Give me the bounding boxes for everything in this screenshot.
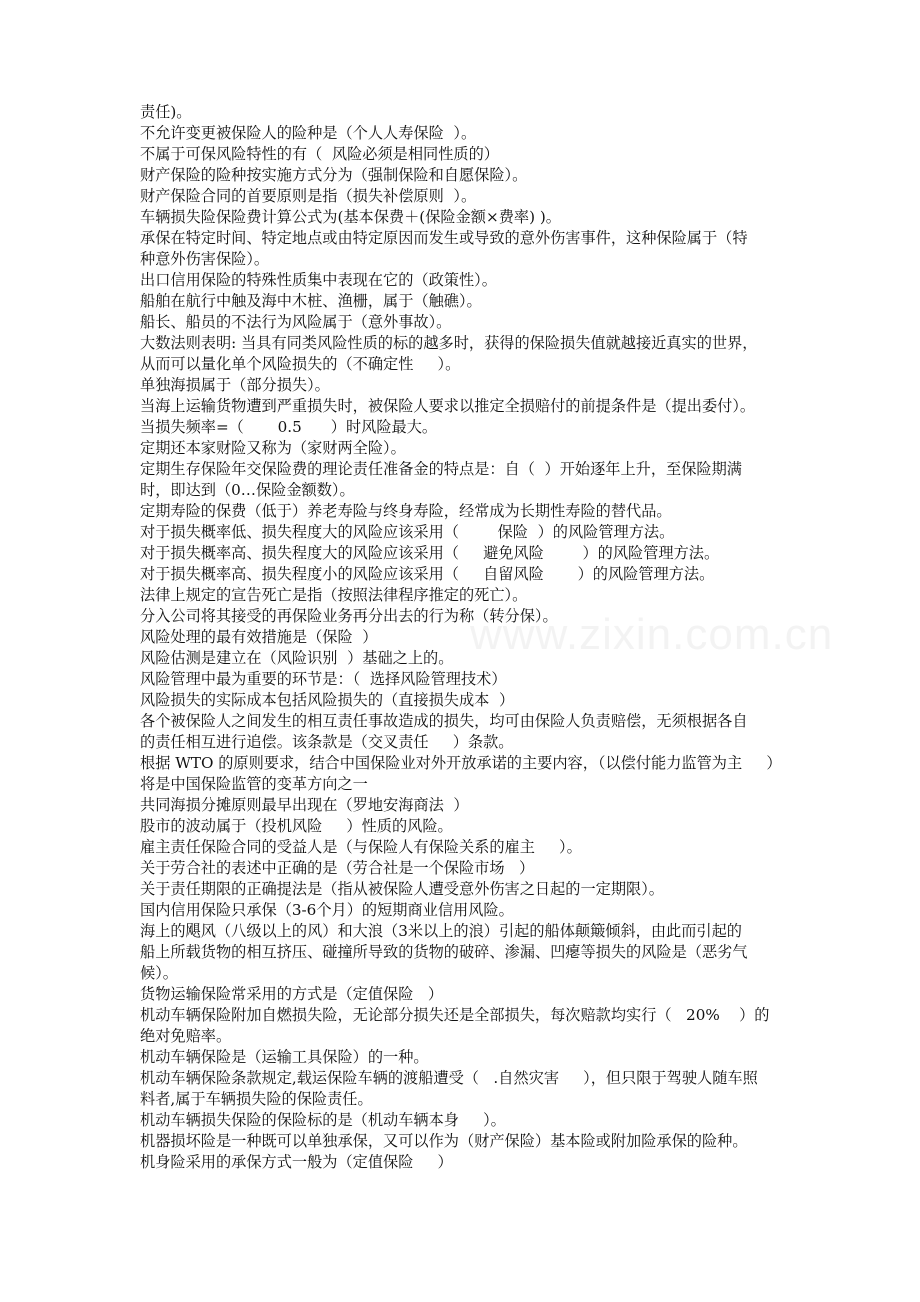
text-line: 定期寿险的保费（低于）养老寿险与终身寿险，经常成为长期性寿险的替代品。 xyxy=(140,502,672,520)
text-line: 单独海损属于（部分损失）。 xyxy=(140,376,330,394)
text-line: 雇主责任保险合同的受益人是（与保险人有保险关系的雇主 ）。 xyxy=(140,838,582,856)
text-line: 的责任相互进行追偿。该条款是（交叉责任 ）条款。 xyxy=(140,733,514,751)
text-line: 料者,属于车辆损失险的保险责任。 xyxy=(140,1090,373,1108)
text-line: 货物运输保险常采用的方式是（定值保险 ） xyxy=(140,985,444,1003)
text-line: 当损失频率=（ 0.5 ）时风险最大。 xyxy=(140,418,438,436)
text-line: 风险处理的最有效措施是（保险 ） xyxy=(140,628,378,646)
text-line: 种意外伤害保险）。 xyxy=(140,250,270,268)
text-line: 机动车辆保险附加自燃损失险，无论部分损失还是全部损失，每次赔款均实行（ 20% ）的 xyxy=(140,1006,770,1024)
text-line: 当海上运输货物遭到严重损失时，被保险人要求以推定全损赔付的前提条件是（提出委付）。 xyxy=(140,397,756,415)
text-line: 船上所载货物的相互挤压、碰撞所导致的货物的破碎、渗漏、凹瘪等损失的风险是（恶劣气 xyxy=(140,943,748,961)
text-line: 从而可以量化单个风险损失的（不确定性 ）。 xyxy=(140,355,461,373)
text-line: 对于损失概率高、损失程度小的风险应该采用（ 自留风险 ）的风险管理方法。 xyxy=(140,565,715,583)
document-body xyxy=(140,102,784,1173)
text-line: 财产保险的险种按实施方式分为（强制保险和自愿保险）。 xyxy=(140,166,528,184)
text-line: 不允许变更被保险人的险种是（个人人寿保险 ）。 xyxy=(140,124,477,142)
text-line: 绝对免赔率。 xyxy=(140,1027,232,1045)
text-line: 将是中国保险监管的变革方向之一 xyxy=(140,775,368,793)
text-line: 时，即达到（0…保险金额数）。 xyxy=(140,481,355,499)
text-line: 责任)。 xyxy=(140,103,192,121)
text-line: 风险管理中最为重要的环节是：（ 选择风险管理技术） xyxy=(140,670,507,688)
text-line: 机器损坏险是一种既可以单独承保，又可以作为（财产保险）基本险或附加险承保的险种。 xyxy=(140,1132,748,1150)
text-line: 关于劳合社的表述中正确的是（劳合社是一个保险市场 ） xyxy=(140,859,535,877)
text-line: 定期生存保险年交保险费的理论责任准备金的特点是：自（ ）开始逐年上升，至保险期满 xyxy=(140,460,742,478)
text-line: 法律上规定的宣告死亡是指（按照法律程序推定的死亡）。 xyxy=(140,586,528,604)
text-line: 机动车辆损失保险的保险标的是（机动车辆本身 ）。 xyxy=(140,1111,506,1129)
text-line: 对于损失概率低、损失程度大的风险应该采用（ 保险 ）的风险管理方法。 xyxy=(140,523,675,541)
text-line: 机身险采用的承保方式一般为（定值保险 ） xyxy=(140,1153,453,1171)
text-line: 大数法则表明: 当具有同类风险性质的标的越多时，获得的保险损失值就越接近真实的世界， xyxy=(140,334,758,352)
text-line: 船长、船员的不法行为风险属于（意外事故）。 xyxy=(140,313,452,331)
text-line: 国内信用保险只承保（3-6个月）的短期商业信用风险。 xyxy=(140,901,514,919)
text-line: 候）。 xyxy=(140,964,178,982)
text-line: 对于损失概率高、损失程度大的风险应该采用（ 避免风险 ）的风险管理方法。 xyxy=(140,544,720,562)
text-line: 机动车辆保险是（运输工具保险）的一种。 xyxy=(140,1048,429,1066)
text-line: 根据 WTO 的原则要求，结合中国保险业对外开放承诺的主要内容，（以偿付能力监管为主 ） xyxy=(140,754,782,772)
text-line: 承保在特定时间、特定地点或由特定原因而发生或导致的意外伤害事件，这种保险属于（特 xyxy=(140,229,748,247)
text-line: 定期还本家财险又称为（家财两全险）。 xyxy=(140,439,406,457)
text-line: 风险损失的实际成本包括风险损失的（直接损失成本 ） xyxy=(140,691,515,709)
text-line: 不属于可保风险特性的有（ 风险必须是相同性质的） xyxy=(140,145,499,163)
text-line: 出口信用保险的特殊性质集中表现在它的（政策性）。 xyxy=(140,271,497,289)
text-line: 各个被保险人之间发生的相互责任事故造成的损失，均可由保险人负责赔偿，无须根据各自 xyxy=(140,712,748,730)
text-line: 海上的飓风（八级以上的风）和大浪（3米以上的浪）引起的船体颠簸倾斜，由此而引起的 xyxy=(140,922,742,940)
text-line: 分入公司将其接受的再保险业务再分出去的行为称（转分保）。 xyxy=(140,607,558,625)
text-line: 机动车辆保险条款规定,载运保险车辆的渡船遭受（ .自然灾害 ），但只限于驾驶人随车照 xyxy=(140,1069,758,1087)
text-line: 风险估测是建立在（风险识别 ）基础之上的。 xyxy=(140,649,454,667)
text-line: 财产保险合同的首要原则是指（损失补偿原则 ）。 xyxy=(140,187,477,205)
text-line: 共同海损分摊原则最早出现在（罗地安海商法 ） xyxy=(140,796,469,814)
text-line: 车辆损失险保险费计算公式为(基本保费＋(保险金额×费率) )。 xyxy=(140,208,561,226)
watermark: www.zixin.com.cn xyxy=(470,610,834,659)
text-line: 股市的波动属于（投机风险 ）性质的风险。 xyxy=(140,817,453,835)
text-line: 船舶在航行中触及海中木桩、渔栅，属于（触礁）。 xyxy=(140,292,482,310)
text-line: 关于责任期限的正确提法是（指从被保险人遭受意外伤害之日起的一定期限）。 xyxy=(140,880,664,898)
